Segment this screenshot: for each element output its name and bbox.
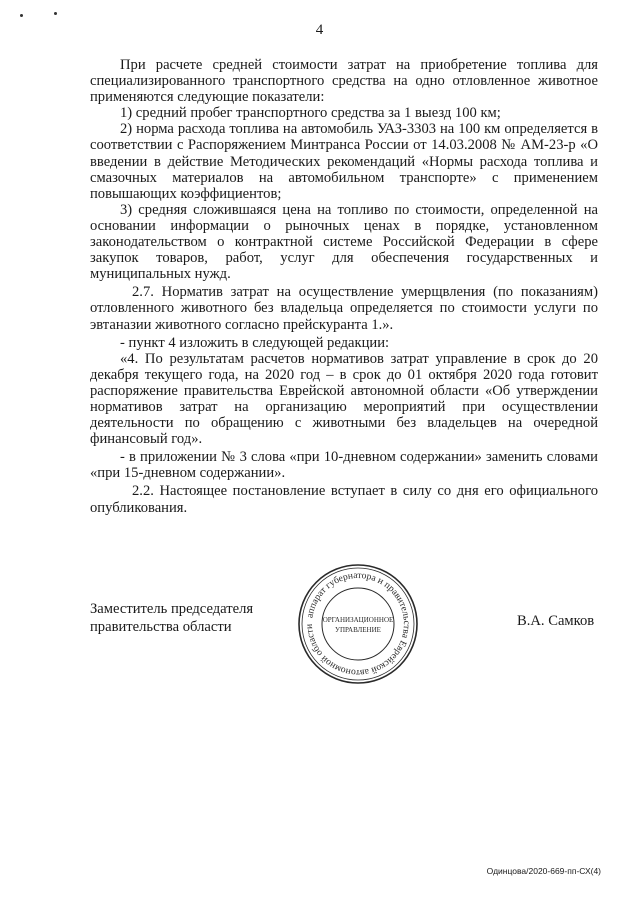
paragraph: 1) средний пробег транспортного средства за 1 выезд 100 км; [120,105,501,122]
signatory-position-line: правительства области [90,619,232,635]
stamp-center-line: УПРАВЛЕНИЕ [335,626,381,634]
paragraph: 3) средняя сложившаяся цена на топливо по стоимости, определенной на основании информации о рыночных ценах в порядке, установленном законодательством о контрактной системе Российской Федерации в сфере закупок товаров, работ, услуг для обеспечения государственных и муниципальных нужд. [90,201,598,283]
stamp-center-line: ОРГАНИЗАЦИОННОЕ [322,616,394,624]
document-body [90,57,598,516]
official-stamp [296,562,420,686]
paragraph: - в приложении № 3 слова «при 10-дневном содержании» заменить словами «при 15-дневном содержании». [90,449,598,482]
paragraph: 2) норма расхода топлива на автомобиль УАЗ-3303 на 100 км определяется в соответствии с Распоряжением Минтранса России от 14.03.2008 № АМ-23-р «О введении в действие Методических рекомендаций «Нормы расхода топлива и смазочных материалов на автомобильном транспорте» с применением повышающих коэффициентов; [90,121,598,202]
paragraph: 2.2. Настоящее постановление вступает в силу со дня его официального опубликования. [90,483,598,516]
signatory-position [90,600,253,636]
stamp-ring-text: аппарат губернатора и правительства Еврейской автономной области [303,569,413,679]
page-number: 4 [315,22,324,38]
scan-artifact [20,14,23,17]
paragraph: При расчете средней стоимости затрат на приобретение топлива для специализированного транспортного средства на одно отловленное животное применяются следующие показатели: [90,57,598,106]
paragraph: - пункт 4 изложить в следующей редакции: [120,334,390,351]
paragraph: «4. По результатам расчетов нормативов затрат управление в срок до 20 декабря текущего года, на 2020 год – в срок до 01 октября 2020 года готовит распоряжение правительства Еврейской автономной области «Об утверждении нормативов затрат на организацию мероприятий при осуществлении деятельности по обращению с животными без владельцев на очередной финансовый год». [90,350,598,448]
paragraph: 2.7. Норматив затрат на осуществление умерщвления (по показаниям) отловленного животного без владельца определяется по стоимости услуги по эвтаназии животного согласно прейскуранта 1.». [90,284,598,333]
scan-artifact [54,12,57,15]
document-reference: Одинцова/2020-669-пп-СХ(4) [486,866,601,876]
signatory-name: В.А. Самков [517,613,595,629]
signatory-position-line: Заместитель председателя [90,601,254,617]
